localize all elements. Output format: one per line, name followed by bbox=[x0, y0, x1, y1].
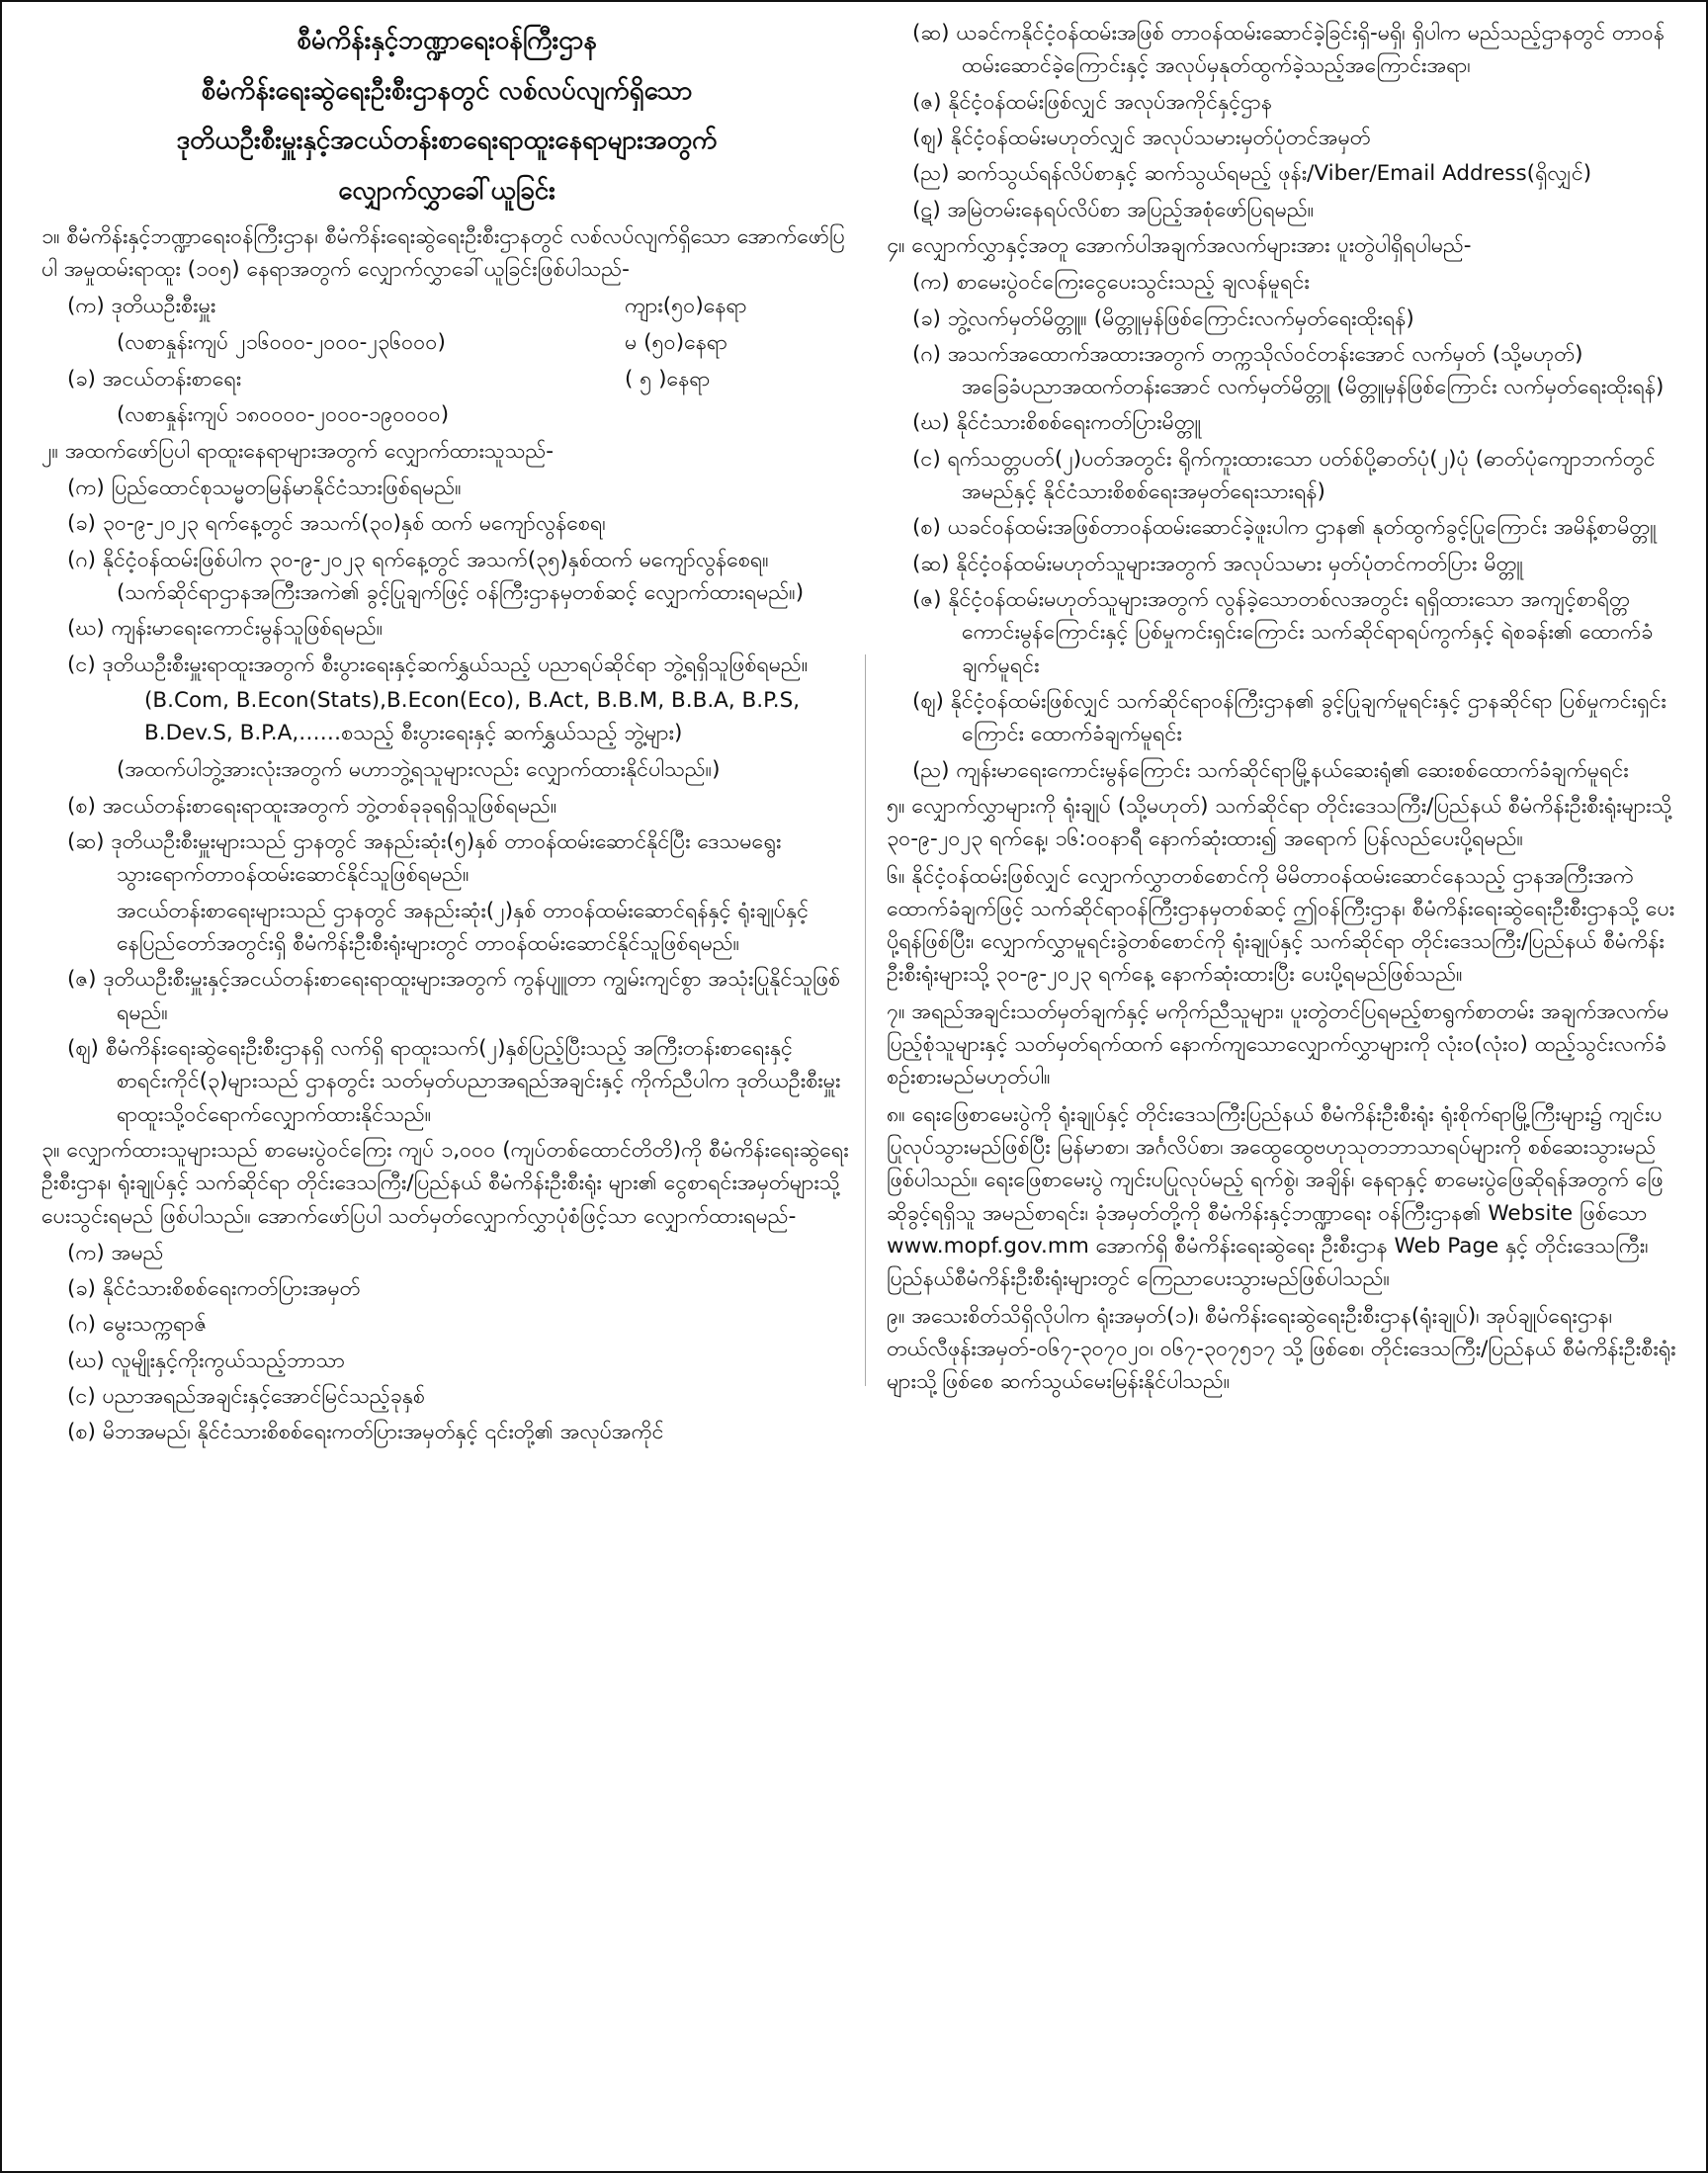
post-deputy-female-count: မ (၅၀)နေရာ bbox=[625, 329, 728, 355]
post-clerk-label: (ခ) အငယ်တန်းစာရေး bbox=[67, 367, 242, 391]
post-clerk-salary-scale: (လစာနှုန်းကျပ် ၁၈၀၀၀၀-၂၀၀၀-၁၉၀၀၀၀) bbox=[117, 402, 450, 428]
post-clerk-row bbox=[67, 363, 852, 395]
attach-degree-copy: (ခ) ဘွဲ့လက်မှတ်မိတ္တူ။ (မိတ္တူမှန်ဖြစ်ကြောင်းလက်မှတ်ရေးထိုးရန်) bbox=[912, 305, 1414, 331]
form-dob: (ဂ) မွေးသက္ကရာဇ် bbox=[67, 1312, 208, 1338]
section-1-intro: ၁။ စီမံကိန်းနှင့်ဘဏ္ဍာရေးဝန်ကြီးဌာန၊ စီမံကိန်းရေးဆွဲရေးဦးစီးဌာနတွင် လစ်လပ်လျက်ရှိသော အောက်ဖော်ပြပါ အမှုထမ်းရာထူး (၁၀၅) နေရာအတွက် လျှောက်လွှာခေါ်ယူခြင်းဖြစ်ပါသည်- bbox=[42, 223, 845, 283]
req-deputy-service: (ဆ) ဒုတိယဦးစီးမှူးများသည် ဌာနတွင် အနည်းဆုံး(၅)နှစ် တာဝန်ထမ်းဆောင်နိုင်ပြီး ဒေသမရွေး သွားရောက်တာဝန်ထမ်းဆောင်နိုင်သူဖြစ်ရမည်။ bbox=[67, 829, 782, 888]
req-degree-note: (အထက်ပါဘွဲ့အားလုံးအတွက် မဟာဘွဲ့ရသူများလည်း လျှောက်ထားနိုင်ပါသည်။) bbox=[117, 757, 721, 783]
form-education: (င) ပညာအရည်အချင်းနှင့်အောင်မြင်သည့်ခုနှစ် bbox=[67, 1384, 425, 1410]
post-deputy-salary-scale: (လစာနှုန်းကျပ် ၂၁၆၀၀၀-၂၀၀၀-၂၃၆၀၀၀) bbox=[117, 329, 446, 355]
attach-nrc-copy: (ဃ) နိုင်ငံသားစိစစ်ရေးကတ်ပြားမိတ္တူ bbox=[912, 410, 1201, 436]
req-computer: (ဇ) ဒုတိယဦးစီးမှူးနှင့်အငယ်တန်းစာရေးရာထူးများအတွက် ကွန်ပျူတာ ကျွမ်းကျင်စွာ အသုံးပြုနိုင်သူဖြစ်ရမည်။ bbox=[67, 967, 841, 1025]
req-degree-list: (B.Com, B.Econ(Stats),B.Econ(Eco), B.Act, B.B.M, B.B.A, B.P.S, B.Dev.S, B.P.A,……စသည့် စီးပွားရေးနှင့် ဆက်နွှယ်သည့် ဘွဲ့များ) bbox=[144, 687, 801, 746]
req-staff-age: (ဂ) နိုင်ငံ့ဝန်ထမ်းဖြစ်ပါက ၃၀-၉-၂၀၂၃ ရက်နေ့တွင် အသက်(၃၅)နှစ်ထက် မကျော်လွန်စေရ။ (သက်ဆိုင်ရာဌာနအကြီးအကဲ၏ ခွင့်ပြုချက်ဖြင့် ဝန်ကြီးဌာနမှတစ်ဆင့် လျှောက်ထားရမည်။) bbox=[67, 547, 805, 605]
title-line-1: စီမံကိန်းနှင့်ဘဏ္ဍာရေးဝန်ကြီးဌာန bbox=[297, 26, 597, 55]
req-age: (ခ) ၃၀-၉-၂၀၂၃ ရက်နေ့တွင် အသက်(၃၀)နှစ် ထက် မကျော်လွန်စေရ၊ bbox=[67, 511, 606, 537]
post-deputy-male-count: ကျား(၅၀)နေရာ bbox=[625, 294, 747, 319]
attach-police-letter: (ဇ) နိုင်ငံ့ဝန်ထမ်းမဟုတ်သူများအတွက် လွန်ခဲ့သောတစ်လအတွင်း ရရှိထားသော အကျင့်စာရိတ္တကောင်းမွန်ကြောင်းနှင့် ပြစ်မှုကင်းရှင်းကြောင်း သက်ဆိုင်ရာရပ်ကွက်နှင့် ရဲစခန်း၏ ထောက်ခံချက်မူရင်း bbox=[912, 587, 1654, 678]
post-clerk-count: ( ၅ )နေရာ bbox=[625, 367, 711, 391]
attach-ministry-permission: (ဈ) နိုင်ငံ့ဝန်ထမ်းဖြစ်လျှင် သက်ဆိုင်ရာဝန်ကြီးဌာန၏ ခွင့်ပြုချက်မူရင်းနှင့် ဌာနဆိုင်ရာ ပြစ်မှုကင်းရှင်းကြောင်း ထောက်ခံချက်မူရင်း bbox=[912, 688, 1666, 747]
section-6: ၆။ နိုင်ငံ့ဝန်ထမ်းဖြစ်လျှင် လျှောက်လွှာတစ်စောင်ကို မိမိတာဝန်ထမ်းဆောင်နေသည့် ဌာနအကြီးအကဲထောက်ခံချက်ဖြင့် သက်ဆိုင်ရာဝန်ကြီးဌာနမှတစ်ဆင့် ဤဝန်ကြီးဌာန၊ စီမံကိန်းရေးဆွဲရေးဦးစီးဌာနသို့ ပေးပို့ရန်ဖြစ်ပြီး၊ လျှောက်လွှာမူရင်းခွဲတစ်စောင်ကို ရုံးချုပ်နှင့် သက်ဆိုင်ရာ တိုင်းဒေသကြီး/ပြည်နယ် စီမံကိန်းဦးစီးရုံးများသို့ ၃၀-၉-၂၀၂၃ ရက်နေ့ နောက်ဆုံးထားပြီး ပေးပို့ရမည်ဖြစ်သည်။ bbox=[887, 863, 1675, 988]
form-race-religion: (ဃ) လူမျိုးနှင့်ကိုးကွယ်သည့်ဘာသာ bbox=[67, 1347, 346, 1373]
form-contact: (ည) ဆက်သွယ်ရန်လိပ်စာနှင့် ဆက်သွယ်ရမည့် ဖုန်း/Viber/Email Address(ရှိလျှင်) bbox=[912, 161, 1592, 187]
req-citizen: (က) ပြည်ထောင်စုသမ္မတမြန်မာနိုင်ငံသားဖြစ်ရမည်။ bbox=[67, 475, 462, 500]
post-deputy-label: (က) ဒုတိယဦးစီးမှူး bbox=[67, 294, 216, 319]
req-health: (ဃ) ကျန်းမာရေးကောင်းမွန်သူဖြစ်ရမည်။ bbox=[67, 616, 384, 642]
attach-labour-card: (ဆ) နိုင်ငံ့ဝန်ထမ်းမဟုတ်သူများအတွက် အလုပ်သမား မှတ်ပုံတင်ကတ်ပြား မိတ္တူ bbox=[912, 551, 1523, 576]
form-labour-card: (ဈ) နိုင်ငံ့ဝန်ထမ်းမဟုတ်လျှင် အလုပ်သမားမှတ်ပုံတင်အမှတ် bbox=[912, 125, 1371, 150]
form-prior-service: (ဆ) ယခင်ကနိုင်ငံ့ဝန်ထမ်းအဖြစ် တာဝန်ထမ်းဆောင်ခဲ့ခြင်းရှိ-မရှိ၊ ရှိပါက မည်သည့်ဌာနတွင် တာဝန်ထမ်းဆောင်ခဲ့ကြောင်းနှင့် အလုပ်မှနုတ်ထွက်ခဲ့သည့်အကြောင်းအရာ၊ bbox=[912, 21, 1665, 79]
attach-matric-copy: (ဂ) အသက်အထောက်အထားအတွက် တက္ကသိုလ်ဝင်တန်းအောင် လက်မှတ် (သို့မဟုတ်) အခြေခံပညာအထက်တန်းအောင် လက်မှတ်မိတ္တူ (မိတ္တူမှန်ဖြစ်ကြောင်း လက်မှတ်ရေးထိုးရန်) bbox=[912, 341, 1665, 400]
left-column bbox=[42, 16, 852, 2161]
title-line-3: ဒုတိယဦးစီးမှူးနှင့်အငယ်တန်းစာရေးရာထူးနေရာများအတွက် bbox=[176, 126, 718, 156]
req-clerk-service: အငယ်တန်းစာရေးများသည် ဌာနတွင် အနည်းဆုံး(၂)နှစ် တာဝန်ထမ်းဆောင်ရန်နှင့် ရုံးချုပ်နှင့် နေပြည်တော်အတွင်းရှိ စီမံကိန်းဦးစီးရုံးများတွင် တာဝန်ထမ်းဆောင်နိုင်သူဖြစ်ရမည်။ bbox=[117, 898, 810, 956]
title-line-4: လျှောက်လွှာခေါ်ယူခြင်း bbox=[338, 176, 555, 207]
section-2-intro: ၂။ အထက်ဖော်ပြပါ ရာထူးနေရာများအတွက် လျှောက်ထားသူသည်- bbox=[42, 438, 555, 464]
form-address: (ဋ) အမြဲတမ်းနေရပ်လိပ်စာ အပြည့်အစုံဖော်ပြရမည်။ bbox=[912, 197, 1315, 222]
post-deputy-row bbox=[67, 290, 852, 322]
attach-resignation: (စ) ယခင်ဝန်ထမ်းအဖြစ်တာဝန်ထမ်းဆောင်ခဲ့ဖူးပါက ဌာန၏ နုတ်ထွက်ခွင့်ပြုကြောင်း အမိန့်စာမိတ္တူ bbox=[912, 515, 1657, 541]
req-clerk-degree: (စ) အငယ်တန်းစာရေးရာထူးအတွက် ဘွဲ့တစ်ခုခုရရှိသူဖြစ်ရမည်။ bbox=[67, 793, 557, 819]
section-3-intro: ၃။ လျှောက်ထားသူများသည် စာမေးပွဲဝင်ကြေး ကျပ် ၁,၀၀၀ (ကျပ်တစ်ထောင်တိတိ)ကို စီမံကိန်းရေးဆွဲရေးဦးစီးဌာန၊ ရုံးချုပ်နှင့် သက်ဆိုင်ရာ တိုင်းဒေသကြီး/ပြည်နယ် စီမံကိန်းဦးစီးရုံး များ၏ ငွေစာရင်းအမှတ်များသို့ ပေးသွင်းရမည် ဖြစ်ပါသည်။ အောက်ဖော်ပြပါ သတ်မှတ်လျှောက်လွှာပုံစံဖြင့်သာ လျှောက်ထားရမည်- bbox=[42, 1137, 849, 1229]
section-5: ၅။ လျှောက်လွှာများကို ရုံးချုပ် (သို့မဟုတ်) သက်ဆိုင်ရာ တိုင်းဒေသကြီး/ပြည်နယ် စီမံကိန်းဦးစီးရုံးများသို့ ၃၀-၉-၂၀၂၃ ရက်နေ့၊ ၁၆:၀၀နာရီ နောက်ဆုံးထား၍ အရောက် ပြန်လည်ပေးပို့ရမည်။ bbox=[887, 793, 1672, 852]
form-parents: (စ) မိဘအမည်၊ နိုင်ငံသားစိစစ်ရေးကတ်ပြားအမှတ်နှင့် ၎င်းတို့၏ အလုပ်အကိုင် bbox=[67, 1420, 664, 1445]
section-4-intro: ၄။ လျှောက်လွှာနှင့်အတူ အောက်ပါအချက်အလက်များအား ပူးတွဲပါရှိရပါမည်- bbox=[887, 232, 1472, 258]
attach-medical: (ည) ကျန်းမာရေးကောင်းမွန်ကြောင်း သက်ဆိုင်ရာမြို့နယ်ဆေးရုံ၏ ဆေးစစ်ထောက်ခံချက်မူရင်း bbox=[912, 757, 1629, 783]
req-degree: (င) ဒုတိယဦးစီးမှူးရာထူးအတွက် စီးပွားရေးနှင့်ဆက်နွှယ်သည့် ပညာရပ်ဆိုင်ရာ ဘွဲ့ရရှိသူဖြစ်ရမည်။ bbox=[67, 652, 809, 677]
attach-photos: (င) ရက်သတ္တပတ်(၂)ပတ်အတွင်း ရိုက်ကူးထားသော ပတ်စ်ပို့ဓာတ်ပုံ(၂)ပုံ (ဓာတ်ပုံကျောဘက်တွင်အမည်နှင့် နိုင်ငံသားစိစစ်ရေးအမှတ်ရေးသားရန်) bbox=[912, 446, 1656, 505]
section-7: ၇။ အရည်အချင်းသတ်မှတ်ချက်နှင့် မကိုက်ညီသူများ၊ ပူးတွဲတင်ပြရမည့်စာရွက်စာတမ်း အချက်အလက်မပြည့်စုံသူများနှင့် သတ်မှတ်ရက်ထက် နောက်ကျသောလျှောက်လွှာများကို လုံးဝ(လုံးဝ) ထည့်သွင်းလက်ခံ စဉ်းစားမည်မဟုတ်ပါ။ bbox=[887, 999, 1669, 1090]
attach-challan: (က) စာမေးပွဲဝင်ကြေးငွေပေးသွင်းသည့် ချလန်မူရင်း bbox=[912, 270, 1310, 296]
form-department: (ဇ) နိုင်ငံ့ဝန်ထမ်းဖြစ်လျှင် အလုပ်အကိုင်နှင့်ဌာန bbox=[912, 89, 1273, 115]
column-divider bbox=[865, 654, 866, 1386]
right-column bbox=[887, 16, 1677, 2161]
form-nrc: (ခ) နိုင်ငံသားစိစစ်ရေးကတ်ပြားအမှတ် bbox=[67, 1276, 361, 1302]
announcement-title bbox=[42, 16, 852, 217]
title-line-2: စီမံကိန်းရေးဆွဲရေးဦးစီးဌာနတွင် လစ်လပ်လျက်ရှိသော bbox=[201, 75, 693, 106]
req-internal: (ဈ) စီမံကိန်းရေးဆွဲရေးဦးစီးဌာနရှိ လက်ရှိ ရာထူးသက်(၂)နှစ်ပြည့်ပြီးသည့် အကြီးတန်းစာရေးနှင့် စာရင်းကိုင်(၃)များသည် ဌာနတွင်း သတ်မှတ်ပညာအရည်အချင်းနှင့် ကိုက်ညီပါက ဒုတိယဦးစီးမှူးရာထူးသို့ဝင်ရောက်လျှောက်ထားနိုင်သည်။ bbox=[67, 1035, 841, 1127]
section-9: ၉။ အသေးစိတ်သိရှိလိုပါက ရုံးအမှတ်(၁)၊ စီမံကိန်းရေးဆွဲရေးဦးစီးဌာန(ရုံးချုပ်)၊ အုပ်ချုပ်ရေးဌာန၊ တယ်လီဖုန်းအမှတ်-၀၆၇-၃၀၇၀၂၀၊ ၀၆၇-၃၀၇၅၁၇ သို့ ဖြစ်စေ၊ တိုင်းဒေသကြီး/ပြည်နယ် စီမံကိန်းဦးစီးရုံးများသို့ဖြစ်စေ ဆက်သွယ်မေးမြန်းနိုင်ပါသည်။ bbox=[887, 1303, 1676, 1395]
section-8: ၈။ ရေးဖြေစာမေးပွဲကို ရုံးချုပ်နှင့် တိုင်းဒေသကြီးပြည်နယ် စီမံကိန်းဦးစီးရုံး ရုံးစိုက်ရာမြို့ကြီးများ၌ ကျင်းပပြုလုပ်သွားမည်ဖြစ်ပြီး မြန်မာစာ၊ အင်္ဂလိပ်စာ၊ အထွေထွေဗဟုသုတဘာသာရပ်များကို စစ်ဆေးသွားမည်ဖြစ်ပါသည်။ ရေးဖြေစာမေးပွဲ ကျင်းပပြုလုပ်မည့် ရက်စွဲ၊ အချိန်၊ နေရာနှင့် စာမေးပွဲဖြေဆိုရန်အတွက် ဖြေဆိုခွင့်ရရှိသူ အမည်စာရင်း၊ ခုံအမှတ်တို့ကို စီမံကိန်းနှင့်ဘဏ္ဍာရေး ဝန်ကြီးဌာန၏ Website ဖြစ်သော www.mopf.gov.mm အောက်ရှိ စီမံကိန်းရေးဆွဲရေး ဦးစီးဌာန Web Page နှင့် တိုင်းဒေသကြီး၊ ပြည်နယ်စီမံကိန်းဦးစီးရုံးများတွင် ကြေညာပေးသွားမည်ဖြစ်ပါသည်။ bbox=[887, 1101, 1664, 1292]
form-name: (က) အမည် bbox=[67, 1240, 164, 1265]
post-deputy-scale-row bbox=[117, 326, 852, 359]
